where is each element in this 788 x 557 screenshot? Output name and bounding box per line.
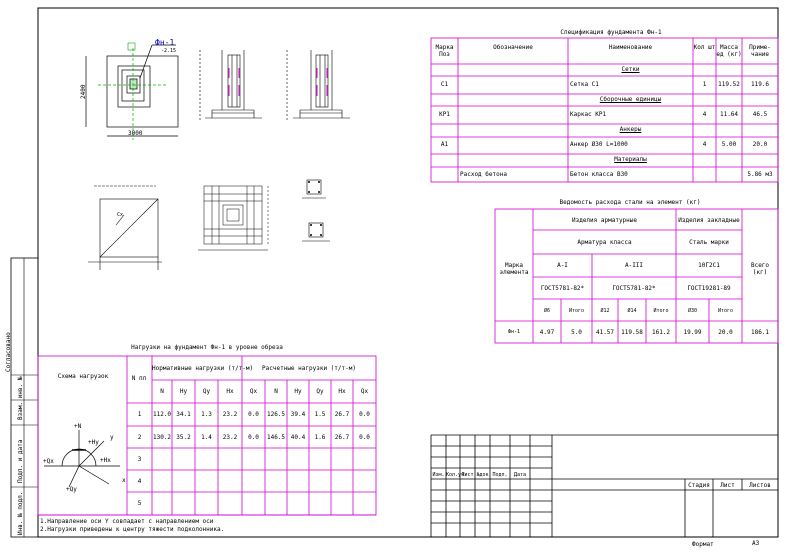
stamp-sheets: Листов xyxy=(749,482,771,489)
format-value: А3 xyxy=(752,540,760,547)
steel-sub2: Сталь марки xyxy=(689,239,729,246)
steel-class2: А-III xyxy=(624,262,644,269)
loads-cell: 1.4 xyxy=(201,434,212,441)
steel-class1: А-I xyxy=(557,262,568,269)
spec-cell-designation: Расход бетона xyxy=(460,171,507,178)
spec-cell-qty: 1 xyxy=(702,81,707,88)
steel-value-1: 5.0 xyxy=(571,329,582,336)
loads-note-1: 1.Направление оси Y совпадает с направлением оси xyxy=(40,518,214,525)
spec-title: Спецификация фундамента Фн-1 xyxy=(560,29,662,36)
spec-cell-note: 46.5 xyxy=(752,111,768,118)
steel-diam-2: Ø12 xyxy=(600,308,610,314)
loads-subheader-6: Hy xyxy=(294,388,302,395)
steel-gost2: ГОСТ5781-82* xyxy=(612,285,656,292)
loads-cell: 130.2 xyxy=(152,434,172,441)
loads-norm-header: Нормативные нагрузки (т/т-м) xyxy=(152,365,254,372)
spec-header-0: Марка Поз xyxy=(435,44,454,58)
loads-cell: 35.2 xyxy=(176,434,191,441)
spec-header-1: Обозначение xyxy=(493,44,533,51)
steel-table-grid xyxy=(495,209,778,343)
loads-cell: 26.7 xyxy=(334,411,350,418)
stamp-stage: Стадия xyxy=(688,482,710,489)
loads-row-n: 2 xyxy=(137,434,142,441)
scheme-qy: +Qy xyxy=(66,486,77,493)
loads-subheader-9: Qx xyxy=(360,388,369,395)
loads-cell: 1.6 xyxy=(314,434,326,441)
column-sections xyxy=(302,180,330,241)
scheme-hy: +Hy xyxy=(88,439,99,446)
loads-row-n: 3 xyxy=(137,456,142,463)
detail-label: Сх xyxy=(117,212,124,218)
scheme-n: +N xyxy=(74,423,82,430)
loads-col-scheme: Схема нагрузок xyxy=(57,373,109,380)
side-agreed: Согласовано xyxy=(5,332,12,372)
loads-row-n: 4 xyxy=(137,478,142,485)
steel-total-header: Всего (кг) xyxy=(750,262,770,276)
spec-cell-mark: КР1 xyxy=(439,111,450,118)
loads-col-n: N пл xyxy=(131,375,147,382)
steel-sub1: Арматура класса xyxy=(577,239,632,246)
stamp-col-1: Кол.уч xyxy=(446,472,465,478)
steel-gost1: ГОСТ5781-82* xyxy=(540,285,585,292)
loads-row-n: 1 xyxy=(137,411,142,418)
loads-subheader-8: Hx xyxy=(338,388,346,395)
steel-group1: Изделия арматурные xyxy=(571,217,638,224)
scheme-y: y xyxy=(110,434,114,441)
spec-cell-name: Каркас КР1 xyxy=(570,111,607,118)
stamp-col-2: Лист xyxy=(461,472,474,478)
loads-cell: 39.4 xyxy=(290,411,306,418)
steel-value-2: 41.57 xyxy=(595,329,615,336)
spec-cell-note: 5.86 м3 xyxy=(747,171,773,178)
loads-subheader-7: Qy xyxy=(316,388,324,395)
spec-cell-qty: 4 xyxy=(702,141,707,148)
scheme-qx: +Qx xyxy=(43,458,54,465)
side-sign-date: Подп. и дата xyxy=(17,439,24,483)
steel-diam-4: Итого xyxy=(653,308,669,314)
loads-cell: 34.1 xyxy=(176,411,191,418)
loads-subheader-0: N xyxy=(160,388,164,395)
spec-cell-mark: А1 xyxy=(440,141,449,148)
loads-calc-header: Расчетные нагрузки (т/т-м) xyxy=(262,365,356,372)
spec-section: Сетки xyxy=(621,66,640,73)
loads-cell: 1.3 xyxy=(201,411,212,418)
format-label: Формат xyxy=(692,541,714,548)
spec-cell-name: Бетон класса В30 xyxy=(570,171,628,178)
loads-cell: 112.0 xyxy=(152,411,172,418)
stamp-col-0: Изм. xyxy=(432,472,445,478)
side-inv-orig: Инв. № подл. xyxy=(17,491,24,535)
plan-mark: Фн-1 xyxy=(155,38,175,47)
spec-section: Сборочные единицы xyxy=(599,96,662,103)
steel-group2: Изделия закладные xyxy=(678,217,740,224)
steel-row-total: 186.1 xyxy=(750,329,770,336)
spec-section: Материалы xyxy=(614,156,647,163)
mesh-detail xyxy=(88,186,162,270)
spec-header-2: Наименование xyxy=(608,44,653,51)
stamp-sheet: Лист xyxy=(720,482,735,489)
spec-cell-mass: 119.52 xyxy=(718,81,740,88)
foundation-plan xyxy=(86,45,178,140)
loads-cell: 23.2 xyxy=(222,434,238,441)
steel-diam-3: Ø14 xyxy=(627,308,637,314)
loads-row-n: 5 xyxy=(137,500,142,507)
steel-diam-5: Ø30 xyxy=(687,308,698,314)
spec-section: Анкеры xyxy=(619,126,642,133)
loads-cell: 26.7 xyxy=(334,434,350,441)
plan-dim-h: 3000 xyxy=(128,130,143,137)
steel-value-3: 119.58 xyxy=(621,329,643,336)
spec-cell-name: Анкер Ø30 L=1000 xyxy=(570,141,628,148)
spec-header-5: Приме-чание xyxy=(749,44,771,58)
steel-diam-1: Итого xyxy=(568,308,585,314)
plan-dim-v: 2400 xyxy=(80,84,87,99)
spec-header-3: Кол шт xyxy=(693,44,716,51)
stamp-col-3: №док xyxy=(476,472,489,478)
loads-cell: 0.0 xyxy=(248,411,259,418)
loads-cell: 0.0 xyxy=(359,411,370,418)
loads-subheader-3: Hx xyxy=(226,388,234,395)
loads-note-2: 2.Нагрузки приведены к центру тяжести подколонника. xyxy=(40,526,225,533)
stamp-col-4: Подп. xyxy=(492,472,508,478)
loads-subheader-1: Hy xyxy=(179,388,188,395)
steel-class3: 10Г2С1 xyxy=(698,262,720,269)
stamp-col-5: Дата xyxy=(513,472,527,478)
plan-level: -2.15 xyxy=(161,48,177,54)
scheme-x: x xyxy=(122,477,126,484)
steel-title: Ведомость расхода стали на элемент (кг) xyxy=(559,199,701,206)
spec-cell-mass: 5.00 xyxy=(721,141,737,148)
loads-cell: 1.5 xyxy=(314,411,326,418)
section-view-2 xyxy=(287,50,350,120)
loads-cell: 23.2 xyxy=(222,411,238,418)
loads-cell: 0.0 xyxy=(359,434,370,441)
loads-cell: 126.5 xyxy=(266,411,286,418)
spec-cell-qty: 4 xyxy=(702,111,707,118)
loads-subheader-5: N xyxy=(274,388,278,395)
loads-subheader-2: Qy xyxy=(202,388,211,395)
spec-cell-name: Сетка С1 xyxy=(570,81,599,88)
loads-cell: 0.0 xyxy=(248,434,259,441)
spec-header-4: Масса ед (кг) xyxy=(716,44,742,58)
side-replace-inv: Взам. инв. № xyxy=(17,376,24,420)
steel-col-mark: Марка элемента xyxy=(499,262,529,276)
steel-diam-6: Итого xyxy=(717,308,734,314)
loads-cell: 40.4 xyxy=(290,434,306,441)
spec-cell-mass: 11.64 xyxy=(719,111,739,118)
steel-value-0: 4.97 xyxy=(539,329,555,336)
spec-cell-mark: С1 xyxy=(440,81,449,88)
loads-subheader-4: Qx xyxy=(249,388,258,395)
loads-cell: 146.5 xyxy=(266,434,286,441)
steel-row-mark: Фн-1 xyxy=(507,329,521,335)
scheme-hx: +Hx xyxy=(100,457,111,464)
loads-title: Нагрузки на фундамент Фн-1 в уровне обреза xyxy=(131,344,283,351)
section-view-1 xyxy=(200,50,262,120)
steel-value-4: 161.2 xyxy=(651,329,671,336)
spec-cell-note: 20.0 xyxy=(752,141,768,148)
steel-value-6: 20.0 xyxy=(718,329,733,336)
steel-gost3: ГОСТ19281-89 xyxy=(687,285,731,292)
spec-cell-note: 119.6 xyxy=(750,81,770,88)
cage-plan xyxy=(198,186,268,250)
steel-value-5: 19.99 xyxy=(683,329,702,336)
steel-diam-0: Ø6 xyxy=(543,308,551,314)
